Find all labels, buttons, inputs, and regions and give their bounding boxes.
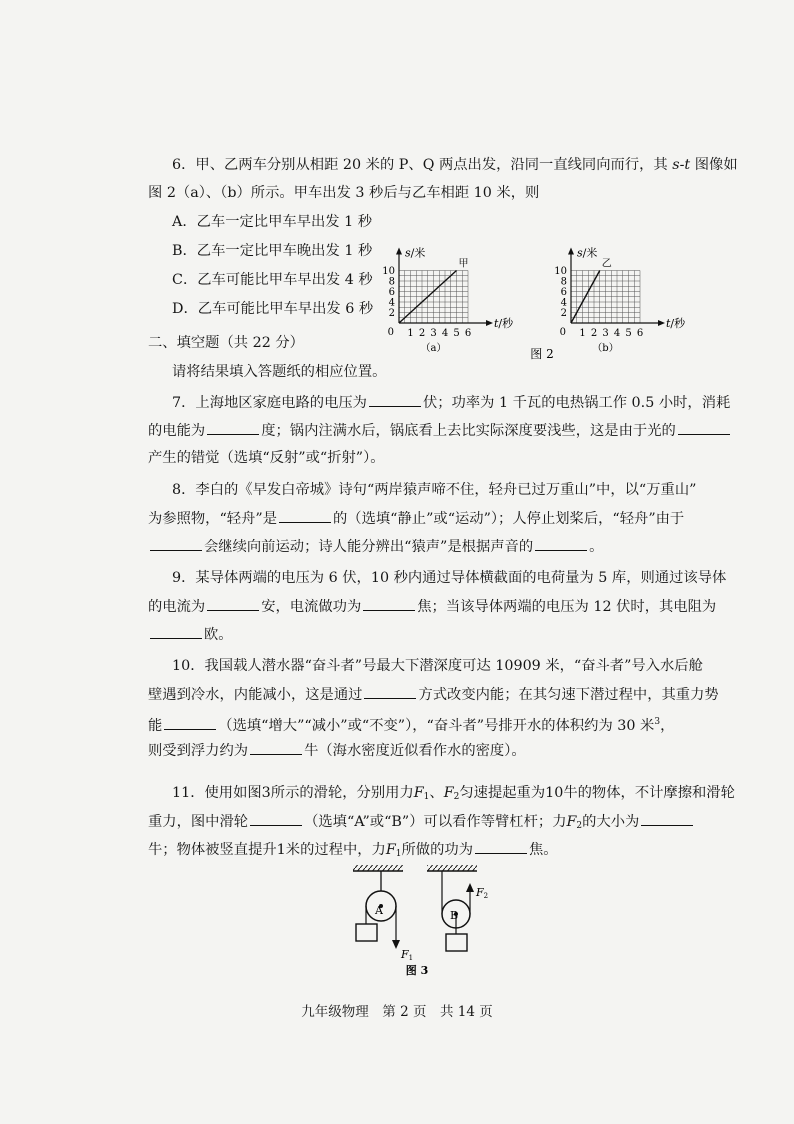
- graph-b-x-tick-label: 5: [625, 328, 632, 339]
- section-2-instruction: 请将结果填入答题纸的相应位置。: [172, 364, 387, 380]
- q9-line-3: 欧。: [148, 624, 233, 645]
- q10-line-4: 则受到浮力约为 牛（海水密度近似看作水的密度）。: [148, 740, 526, 761]
- q8-line-1: 8．李白的《早发白帝城》诗句“两岸猿声啼不住，轻舟已过万重山”中，以“万重山”: [172, 482, 697, 498]
- q8-blank-1: [279, 508, 331, 523]
- arrow-f1-icon: [392, 940, 400, 949]
- q9-blank-2: [363, 596, 415, 611]
- q6-line-2: 图 2（a）、（b）所示。甲车出发 3 秒后与乙车相距 10 米，则: [148, 185, 540, 201]
- graph-b-x-tick-label: 3: [602, 328, 609, 339]
- graph-b-x-tick-label: 6: [636, 328, 644, 339]
- graph-a-x-tick-label: 1: [407, 328, 414, 339]
- q7-blank-2: [207, 420, 259, 435]
- graph-b-y-arrow-icon: [568, 248, 574, 255]
- graph-a-x-tick-label: 2: [418, 328, 426, 339]
- section-2-title: 二、填空题（共 22 分）: [148, 335, 304, 351]
- graph-b-origin-label: 0: [559, 327, 566, 338]
- q7-line-2: 的电能为 度；锅内注满水后，锅底看上去比实际深度要浅些，这是由于光的: [148, 420, 732, 441]
- graph-b-x-tick-label: 4: [613, 328, 621, 339]
- graph-a-x-axis-label: t/秒: [494, 317, 514, 330]
- q7-blank-1: [369, 392, 421, 407]
- graph-b-y-tick-label: 2: [560, 308, 567, 319]
- q10-line-3: 能 （选填“增大”“减小”或“不变”），“奋斗者”号排开水的体积约为 30 米$^3$，: [148, 717, 675, 734]
- svg-text:B: B: [450, 909, 459, 922]
- graph-a-origin-label: 0: [387, 327, 394, 338]
- figure-3-caption: 图 3: [405, 964, 429, 977]
- q6-line-1: 6．甲、乙两车分别从相距 20 米的 P、Q 两点出发，沿同一直线同向而行，其 s-t 图像如: [172, 157, 738, 173]
- graph-a-y-tick-label: 4: [388, 297, 395, 309]
- q10-line-1: 10．我国载人潜水器“奋斗者”号最大下潜深度可达 10909 米，“奋斗者”号入水后舱: [172, 658, 703, 674]
- graph-b-y-tick-label: 8: [560, 276, 567, 288]
- q9-blank-3: [150, 624, 202, 639]
- q11-line-2: 重力，图中滑轮 （选填“A”或“B”）可以看作等臂杠杆；力$F_2$的大小为: [148, 811, 695, 836]
- q9-blank-1: [207, 596, 259, 611]
- figure-3: [345, 862, 505, 982]
- graph-a-x-tick-label: 3: [430, 328, 437, 339]
- graph-a-x-arrow-icon: [486, 320, 493, 326]
- q11-line-1: 11．使用如图3所示的滑轮，分别用力$F_1$、$F_2$匀速提起重为10牛的物体，不计摩擦和滑轮: [172, 785, 735, 802]
- graph-b-series-label: 乙: [601, 258, 612, 270]
- graph-a-x-tick-label: 5: [453, 328, 460, 339]
- graph-b-caption: （b）: [592, 343, 619, 354]
- load-a: [356, 924, 377, 941]
- svg-text:A: A: [375, 904, 383, 917]
- q10-line-2: 壁遇到冷水，内能减小，这是通过 方式改变内能；在其匀速下潜过程中，其重力势: [148, 684, 719, 705]
- q9-line-2: 的电流为 安，电流做功为 焦；当该导体两端的电压为 12 伏时，其电阻为: [148, 596, 716, 617]
- ceiling-a: [353, 865, 403, 871]
- q10-blank-3: [250, 740, 302, 755]
- page-footer: 九年级物理 第 2 页 共 14 页: [301, 1004, 493, 1020]
- q6-option-d: D．乙车可能比甲车早出发 6 秒: [172, 301, 374, 317]
- graph-a-x-tick-label: 4: [441, 328, 449, 339]
- graph-a-series-label: 甲: [458, 258, 469, 270]
- svg-text:F1: F1: [401, 948, 414, 962]
- graph-a-caption: （a）: [420, 343, 447, 354]
- q8-line-2: 为参照物，“轻舟”是 的（选填“静止”或“运动”）；人停止划桨后，“轻舟”由于: [148, 508, 684, 529]
- q8-blank-2: [150, 536, 202, 551]
- q7-blank-3: [678, 420, 730, 435]
- graph-b-y-axis-label: s/米: [577, 246, 598, 260]
- q9-line-1: 9．某导体两端的电压为 6 伏，10 秒内通过导体横截面的电荷量为 5 库，则通过该导体: [172, 570, 727, 586]
- graph-b-x-arrow-icon: [658, 320, 665, 326]
- q11-blank-1: [250, 811, 302, 826]
- graph-b-y-tick-label: 6: [560, 287, 567, 298]
- ceiling-b: [427, 865, 477, 871]
- q10-blank-1: [364, 684, 416, 699]
- graph-a: [382, 246, 514, 355]
- q7-line-3: 产生的错觉（选填“反射”或“折射”）。: [148, 450, 385, 466]
- graph-a-x-tick-label: 6: [464, 328, 472, 339]
- graph-b-x-tick-label: 1: [579, 328, 586, 339]
- q6-option-b: B．乙车一定比甲车晚出发 1 秒: [172, 243, 373, 259]
- q8-blank-3: [535, 536, 587, 551]
- graph-a-y-arrow-icon: [396, 248, 402, 255]
- graph-b-y-tick-label: 10: [554, 266, 567, 277]
- graph-a-y-tick-label: 8: [388, 276, 395, 288]
- graph-a-y-axis-label: s/米: [405, 246, 426, 260]
- pulley-a: [366, 871, 396, 921]
- figure-2: [375, 205, 695, 365]
- figure-2-caption: 图 2: [530, 347, 554, 361]
- graph-a-y-tick-label: 10: [382, 266, 395, 277]
- graph-b-x-tick-label: 2: [590, 328, 598, 339]
- arrow-f2-icon: [466, 883, 474, 892]
- graph-b-y-tick-label: 4: [560, 297, 567, 309]
- q10-blank-2: [164, 715, 216, 730]
- q11-blank-2: [641, 811, 693, 826]
- q11-line-3: 牛；物体被竖直提升1米的过程中，力$F_1$所做的功为 焦。: [148, 839, 558, 864]
- q7-line-1: 7．上海地区家庭电路的电压为 伏；功率为 1 千瓦的电热锅工作 0.5 小时，消耗: [172, 392, 730, 413]
- q6-option-c: C．乙车可能比甲车早出发 4 秒: [172, 272, 373, 288]
- graph-b: [554, 246, 686, 355]
- graph-a-y-tick-label: 6: [388, 287, 395, 298]
- q6-option-a: A．乙车一定比甲车早出发 1 秒: [172, 214, 373, 230]
- q11-blank-3: [475, 839, 527, 854]
- load-b: [446, 934, 467, 951]
- q8-line-3: 会继续向前运动；诗人能分辨出“猿声”是根据声音的 。: [148, 536, 603, 557]
- graph-a-y-tick-label: 2: [388, 308, 395, 319]
- graph-b-x-axis-label: t/秒: [666, 317, 686, 330]
- svg-text:F2: F2: [476, 886, 489, 900]
